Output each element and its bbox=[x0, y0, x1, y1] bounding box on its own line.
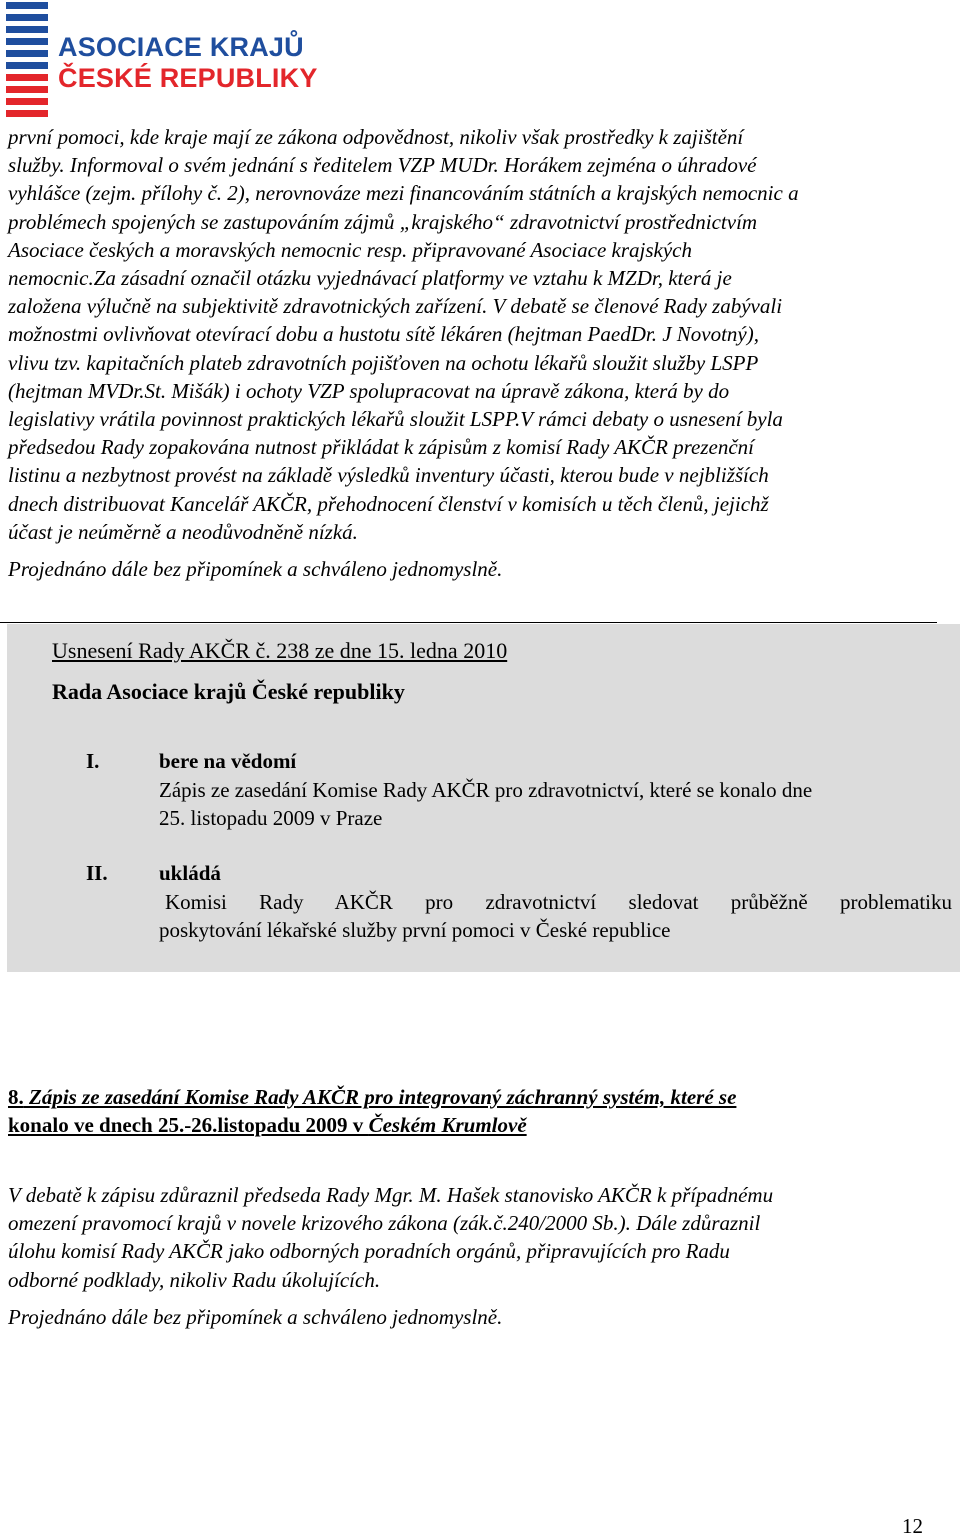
resolution-item-line: poskytování lékařské služby první pomoci v České republice bbox=[159, 918, 671, 942]
section-8-paragraph bbox=[8, 1181, 929, 1294]
paragraph-line: legislativy vrátila povinnost praktických lékařů sloužit LSPP.V rámci debaty o usnesení byla bbox=[8, 407, 783, 432]
approval-note: Projednáno dále bez připomínek a schváleno jednomyslně. bbox=[8, 557, 503, 581]
paragraph-line: vyhlášce (zejm. přílohy č. 2), nerovnováze mezi financováním státních a krajských nemocnic a bbox=[8, 181, 799, 206]
approval-note: Projednáno dále bez připomínek a schváleno jednomyslně. bbox=[8, 1305, 503, 1329]
section-title-cont: konalo ve dnech 25.-26.listopadu 2009 v bbox=[8, 1113, 369, 1137]
paragraph-line: možnostmi ovlivňovat otevírací dobu a hustotu sítě lékáren (hejtman PaedDr. J Novotný), bbox=[8, 322, 759, 347]
paragraph-line: služby. Informoval o svém jednání s ředitelem VZP MUDr. Horákem zejména o úhradové bbox=[8, 153, 757, 178]
resolution-item-text bbox=[159, 888, 952, 944]
resolution-body-name: Rada Asociace krajů České republiky bbox=[52, 679, 405, 704]
paragraph-line: předsedou Rady zopakována nutnost přikládat k zápisům z komisí Rady AKČR prezenční bbox=[8, 435, 755, 460]
paragraph-line: V debatě k zápisu zdůraznil předseda Rady Mgr. M. Hašek stanovisko AKČR k případnému bbox=[8, 1183, 774, 1207]
section-divider bbox=[0, 622, 937, 623]
resolution-item-verb: bere na vědomí bbox=[159, 749, 297, 773]
page-number: 12 bbox=[902, 1514, 923, 1538]
paragraph-line: omezení pravomocí krajů v novele krizového zákona (zák.č.240/2000 Sb.). Dále zdůraznil bbox=[8, 1211, 761, 1236]
section-title: Zápis ze zasedání Komise Rady AKČR pro integrovaný záchranný systém, které se bbox=[29, 1085, 737, 1109]
section-8-heading-line1 bbox=[8, 1085, 736, 1110]
resolution-item-line: 25. listopadu 2009 v Praze bbox=[159, 806, 383, 830]
discussion-paragraph bbox=[8, 123, 929, 546]
paragraph-line: Asociace českých a moravských nemocnic resp. připravované Asociace krajských bbox=[8, 237, 692, 262]
logo-title-line1: ASOCIACE KRAJŮ bbox=[58, 32, 304, 62]
resolution-item-line: Komisi Rady AKČR pro zdravotnictví sledovat průběžně problematiku bbox=[165, 890, 952, 914]
section-8-heading-line2 bbox=[8, 1113, 527, 1138]
paragraph-line: účast je neúměrně a neodůvodněně nízká. bbox=[8, 519, 358, 544]
paragraph-line: první pomoci, kde kraje mají ze zákona odpovědnost, nikoliv však prostředky k zajištění bbox=[8, 125, 744, 149]
paragraph-line: nemocnic.Za zásadní označil otázku vyjednávací platformy ve vztahu k MZDr, která je bbox=[8, 266, 732, 291]
resolution-item-verb: ukládá bbox=[159, 861, 221, 885]
logo-stripes-graphic bbox=[6, 2, 48, 120]
paragraph-line: odborné podklady, nikoliv Radu úkolujících. bbox=[8, 1267, 381, 1292]
resolution-item-number: I. bbox=[86, 749, 100, 773]
paragraph-line: dnech distribuovat Kancelář AKČR, přehodnocení členství v komisích u těch členů, jejichž bbox=[8, 491, 769, 516]
section-number: 8. bbox=[8, 1085, 24, 1109]
resolution-title: Usnesení Rady AKČR č. 238 ze dne 15. ledna 2010 bbox=[52, 638, 508, 663]
paragraph-line: vlivu tzv. kapitačních plateb zdravotních pojišťoven na ochotu lékařů sloužit služby LSPP bbox=[8, 350, 759, 375]
resolution-item-line: Zápis ze zasedání Komise Rady AKČR pro zdravotnictví, které se konalo dne bbox=[159, 778, 813, 802]
paragraph-line: založena výlučně na subjektivitě zdravotnických zařízení. V debatě se členové Rady zabývali bbox=[8, 294, 783, 319]
logo-title-line2: ČESKÉ REPUBLIKY bbox=[58, 63, 318, 93]
paragraph-line: listinu a nezbytnost provést na základě výsledků inventury účasti, kterou bude v nejbližších bbox=[8, 463, 769, 488]
resolution-item-text bbox=[159, 776, 919, 832]
paragraph-line: (hejtman MVDr.St. Mišák) i ochoty VZP spolupracovat na úpravě zákona, která by do bbox=[8, 378, 730, 403]
section-title-place: Českém Krumlově bbox=[368, 1113, 527, 1137]
paragraph-line: problémech spojených se zastupováním zájmů „krajského“ zdravotnictví prostřednictvím bbox=[8, 209, 758, 234]
paragraph-line: úlohu komisí Rady AKČR jako odborných poradních orgánů, připravujících pro Radu bbox=[8, 1239, 730, 1264]
resolution-item-number: II. bbox=[86, 861, 108, 885]
